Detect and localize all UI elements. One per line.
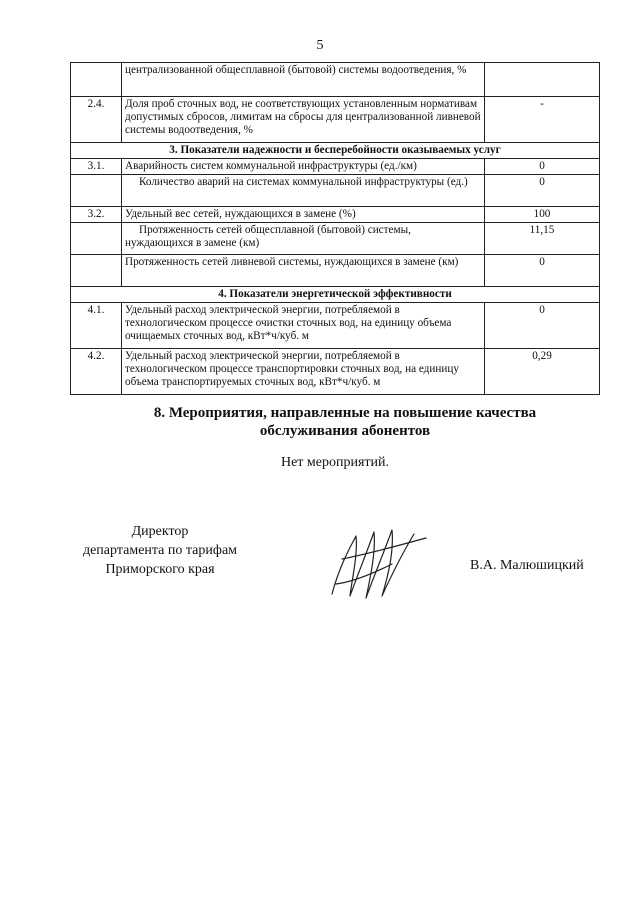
table-row [71, 159, 600, 175]
row-text: Аварийность систем коммунальной инфраструктуры (ед./км) [122, 159, 485, 175]
row-number: 2.4. [71, 97, 122, 143]
row-value: 0 [485, 175, 600, 207]
row-number: 3.1. [71, 159, 122, 175]
row-text: Удельный расход электрической энергии, потребляемой в технологическом процессе транспортировки сточных вод, на единицу объема транспортируемых сточных вод, кВт*ч/куб. м [122, 349, 485, 395]
handwritten-signature [322, 524, 432, 604]
section-row [71, 287, 600, 303]
table-row [71, 97, 600, 143]
row-value [485, 63, 600, 97]
row-text: централизованной общесплавной (бытовой) системы водоотведения, % [122, 63, 485, 97]
row-number [71, 63, 122, 97]
table-row [71, 255, 600, 287]
signer-position [50, 522, 270, 579]
row-number [71, 175, 122, 207]
section-8-title-line2: обслуживания абонентов [259, 423, 431, 439]
table-row [71, 349, 600, 395]
row-number: 3.2. [71, 207, 122, 223]
table-row [71, 175, 600, 207]
row-number: 4.1. [71, 303, 122, 349]
signer-position-line3: Приморского края [105, 562, 215, 577]
row-text: Доля проб сточных вод, не соответствующих установленным нормативам допустимых сбросов, лимитам на сбросы для централизованной ливневой системы водоотведения, % [122, 97, 485, 143]
signer-position-line1: Директор [131, 524, 189, 539]
row-number: 4.2. [71, 349, 122, 395]
table-row [71, 223, 600, 255]
section-heading: 3. Показатели надежности и бесперебойности оказываемых услуг [71, 143, 600, 159]
signer-name: В.А. Малюшицкий [470, 558, 584, 573]
section-row [71, 143, 600, 159]
row-text: Протяженность сетей ливневой системы, нуждающихся в замене (км) [122, 255, 485, 287]
row-text: Количество аварий на системах коммунальной инфраструктуры (ед.) [122, 175, 485, 207]
row-value: 0 [485, 303, 600, 349]
page-number: 5 [316, 38, 324, 53]
row-value: 11,15 [485, 223, 600, 255]
table-row [71, 63, 600, 97]
section-8-heading [0, 404, 640, 440]
row-text: Удельный вес сетей, нуждающихся в замене (%) [122, 207, 485, 223]
section-8-title-line1: 8. Мероприятия, направленные на повышение качества [153, 405, 537, 421]
row-value: - [485, 97, 600, 143]
no-events-text: Нет мероприятий. [280, 455, 390, 470]
row-text: Удельный расход электрической энергии, потребляемой в технологическом процессе очистки сточных вод, на единицу объема очищаемых сточных вод, кВт*ч/куб. м [122, 303, 485, 349]
row-number [71, 255, 122, 287]
row-number [71, 223, 122, 255]
section-heading: 4. Показатели энергетической эффективности [71, 287, 600, 303]
row-text: Протяженность сетей общесплавной (бытовой) системы, нуждающихся в замене (км) [122, 223, 485, 255]
row-value: 0,29 [485, 349, 600, 395]
row-value: 0 [485, 159, 600, 175]
row-value: 0 [485, 255, 600, 287]
indicators-table [70, 62, 600, 395]
row-value: 100 [485, 207, 600, 223]
table-row [71, 303, 600, 349]
table-row [71, 207, 600, 223]
signer-position-line2: департамента по тарифам [82, 543, 238, 558]
